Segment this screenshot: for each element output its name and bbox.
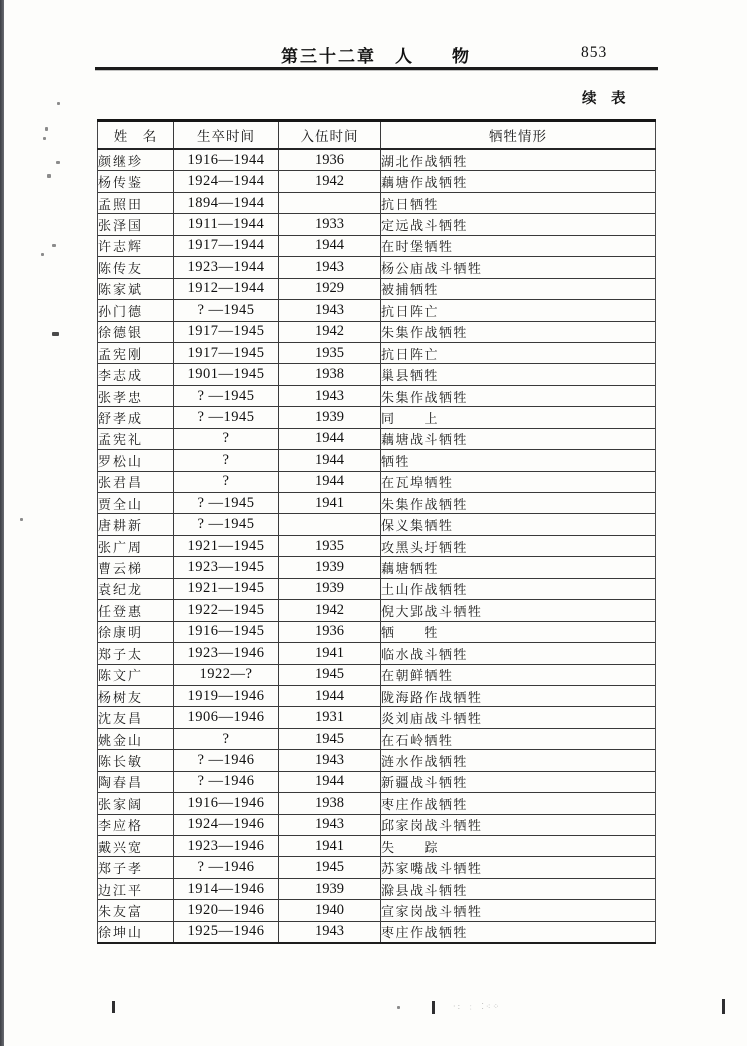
page-title: 第三十二章 人 物 xyxy=(281,47,471,67)
name-cell: 孟宪刚 xyxy=(98,342,174,363)
note-cell: 朱集作战牺牲 xyxy=(381,321,656,342)
enlist-cell: 1938 xyxy=(279,793,381,814)
note-cell: 藕塘牺牲 xyxy=(381,557,656,578)
name-cell: 徐坤山 xyxy=(98,921,174,943)
name-cell: 徐康明 xyxy=(98,621,174,642)
table-row xyxy=(98,750,656,771)
name-cell: 孙门德 xyxy=(98,300,174,321)
note-cell: 土山作战牺牲 xyxy=(381,578,656,599)
enlist-cell: 1938 xyxy=(279,364,381,385)
dates-cell: 1921—1945 xyxy=(174,535,279,556)
name-cell: 朱友富 xyxy=(98,900,174,921)
note-cell: 在时堡牺牲 xyxy=(381,235,656,256)
enlist-cell: 1939 xyxy=(279,407,381,428)
dates-cell: 1922—? xyxy=(174,664,279,685)
enlist-cell xyxy=(279,514,381,535)
table-row xyxy=(98,921,656,943)
dates-cell: 1920—1946 xyxy=(174,900,279,921)
table-row xyxy=(98,728,656,749)
enlist-cell: 1944 xyxy=(279,450,381,471)
table-row xyxy=(98,321,656,342)
dates-cell: ? xyxy=(174,471,279,492)
name-cell: 李应格 xyxy=(98,814,174,835)
name-cell: 杨传鉴 xyxy=(98,171,174,192)
table-row xyxy=(98,450,656,471)
enlist-cell: 1935 xyxy=(279,342,381,363)
note-cell: 滁县战斗牺牲 xyxy=(381,878,656,899)
note-cell: 倪大郢战斗牺牲 xyxy=(381,600,656,621)
dates-cell: ? —1946 xyxy=(174,750,279,771)
table-row xyxy=(98,342,656,363)
table-row xyxy=(98,685,656,706)
dates-cell: 1924—1946 xyxy=(174,814,279,835)
note-cell: 失 踪 xyxy=(381,836,656,857)
dates-cell: 1917—1944 xyxy=(174,235,279,256)
dates-cell: 1917—1945 xyxy=(174,321,279,342)
scan-artifact xyxy=(20,518,23,521)
name-cell: 贾全山 xyxy=(98,493,174,514)
scan-artifact xyxy=(47,174,51,178)
note-cell: 在朝鲜牺牲 xyxy=(381,664,656,685)
enlist-cell: 1942 xyxy=(279,321,381,342)
name-cell: 徐德银 xyxy=(98,321,174,342)
table-row xyxy=(98,257,656,278)
scan-artifact xyxy=(722,999,725,1014)
table-row xyxy=(98,471,656,492)
dates-cell: 1923—1944 xyxy=(174,257,279,278)
note-cell: 新疆战斗牺牲 xyxy=(381,771,656,792)
casualties-table xyxy=(97,119,656,944)
dates-cell: 1923—1946 xyxy=(174,836,279,857)
name-cell: 曹云梯 xyxy=(98,557,174,578)
dates-cell: ? —1945 xyxy=(174,514,279,535)
note-cell: 抗日牺牲 xyxy=(381,192,656,213)
note-cell: 枣庄作战牺牲 xyxy=(381,921,656,943)
dates-cell: 1916—1945 xyxy=(174,621,279,642)
dates-cell: ? —1945 xyxy=(174,385,279,406)
table-row xyxy=(98,535,656,556)
note-cell: 朱集作战牺牲 xyxy=(381,493,656,514)
enlist-cell: 1939 xyxy=(279,557,381,578)
table-row xyxy=(98,364,656,385)
name-cell: 舒孝成 xyxy=(98,407,174,428)
note-cell: 苏家嘴战斗牺牲 xyxy=(381,857,656,878)
table-row xyxy=(98,428,656,449)
note-cell: 藕塘作战牺牲 xyxy=(381,171,656,192)
name-cell: 陈长敏 xyxy=(98,750,174,771)
column-header-name: 姓 名 xyxy=(98,121,174,150)
dates-cell: 1923—1945 xyxy=(174,557,279,578)
enlist-cell: 1944 xyxy=(279,771,381,792)
enlist-cell: 1936 xyxy=(279,149,381,171)
enlist-cell: 1942 xyxy=(279,171,381,192)
casualties-table-wrap xyxy=(97,119,655,944)
name-cell: 颜继珍 xyxy=(98,149,174,171)
enlist-cell: 1943 xyxy=(279,750,381,771)
note-cell: 被捕牺牲 xyxy=(381,278,656,299)
dates-cell: ? —1945 xyxy=(174,407,279,428)
dates-cell: ? xyxy=(174,450,279,471)
dates-cell: 1906—1946 xyxy=(174,707,279,728)
dates-cell: ? xyxy=(174,728,279,749)
table-row xyxy=(98,621,656,642)
table-header-row xyxy=(98,121,656,150)
table-row xyxy=(98,836,656,857)
enlist-cell: 1940 xyxy=(279,900,381,921)
note-cell: 攻黑头圩牺牲 xyxy=(381,535,656,556)
dates-cell: 1914—1946 xyxy=(174,878,279,899)
name-cell: 郑子太 xyxy=(98,643,174,664)
note-cell: 杨公庙战斗牺牲 xyxy=(381,257,656,278)
scan-artifact xyxy=(52,244,56,247)
table-row xyxy=(98,771,656,792)
name-cell: 陶春昌 xyxy=(98,771,174,792)
enlist-cell: 1941 xyxy=(279,836,381,857)
enlist-cell xyxy=(279,192,381,213)
table-row xyxy=(98,793,656,814)
note-cell: 在瓦埠牺牲 xyxy=(381,471,656,492)
enlist-cell: 1931 xyxy=(279,707,381,728)
note-cell: 临水战斗牺牲 xyxy=(381,643,656,664)
table-row xyxy=(98,192,656,213)
name-cell: 陈传友 xyxy=(98,257,174,278)
scan-artifact xyxy=(52,332,59,336)
note-cell: 藕塘战斗牺牲 xyxy=(381,428,656,449)
enlist-cell: 1939 xyxy=(279,578,381,599)
name-cell: 罗松山 xyxy=(98,450,174,471)
table-row xyxy=(98,493,656,514)
note-cell: 邱家岗战斗牺牲 xyxy=(381,814,656,835)
table-row xyxy=(98,707,656,728)
table-row xyxy=(98,557,656,578)
scan-artifact xyxy=(57,102,60,105)
dates-cell: 1923—1946 xyxy=(174,643,279,664)
enlist-cell: 1943 xyxy=(279,814,381,835)
note-cell: 保义集牺牲 xyxy=(381,514,656,535)
scan-artifact: ·: ﹕ ⁚⁖⁘ xyxy=(453,1002,502,1011)
enlist-cell: 1944 xyxy=(279,685,381,706)
enlist-cell: 1942 xyxy=(279,600,381,621)
table-row xyxy=(98,385,656,406)
name-cell: 杨树友 xyxy=(98,685,174,706)
note-cell: 抗日阵亡 xyxy=(381,300,656,321)
dates-cell: 1894—1944 xyxy=(174,192,279,213)
name-cell: 姚金山 xyxy=(98,728,174,749)
table-row xyxy=(98,600,656,621)
dates-cell: 1924—1944 xyxy=(174,171,279,192)
name-cell: 张君昌 xyxy=(98,471,174,492)
scan-artifact xyxy=(43,137,46,140)
note-cell: 定远战斗牺牲 xyxy=(381,214,656,235)
enlist-cell: 1945 xyxy=(279,664,381,685)
dates-cell: 1916—1946 xyxy=(174,793,279,814)
scan-artifact xyxy=(56,161,60,164)
dates-cell: 1921—1945 xyxy=(174,578,279,599)
enlist-cell: 1941 xyxy=(279,643,381,664)
enlist-cell: 1943 xyxy=(279,385,381,406)
enlist-cell: 1943 xyxy=(279,921,381,943)
dates-cell: 1919—1946 xyxy=(174,685,279,706)
dates-cell: ? —1945 xyxy=(174,493,279,514)
enlist-cell: 1935 xyxy=(279,535,381,556)
table-row xyxy=(98,214,656,235)
enlist-cell: 1939 xyxy=(279,878,381,899)
name-cell: 张广周 xyxy=(98,535,174,556)
scan-artifact xyxy=(45,127,48,131)
table-row xyxy=(98,900,656,921)
scan-artifact xyxy=(432,1001,435,1014)
table-row xyxy=(98,514,656,535)
dates-cell: ? —1946 xyxy=(174,771,279,792)
dates-cell: 1917—1945 xyxy=(174,342,279,363)
enlist-cell: 1945 xyxy=(279,857,381,878)
note-cell: 抗日阵亡 xyxy=(381,342,656,363)
enlist-cell: 1943 xyxy=(279,257,381,278)
dates-cell: ? —1945 xyxy=(174,300,279,321)
scan-artifact xyxy=(397,1006,400,1009)
table-row xyxy=(98,578,656,599)
name-cell: 张泽国 xyxy=(98,214,174,235)
column-header-dates: 生卒时间 xyxy=(174,121,279,150)
column-header-note: 牺牲情形 xyxy=(381,121,656,150)
table-row xyxy=(98,278,656,299)
note-cell: 炎刘庙战斗牺牲 xyxy=(381,707,656,728)
scan-artifact xyxy=(41,253,44,256)
enlist-cell: 1944 xyxy=(279,235,381,256)
scan-artifact xyxy=(112,1001,115,1013)
name-cell: 唐耕新 xyxy=(98,514,174,535)
dates-cell: ? xyxy=(174,428,279,449)
name-cell: 任登惠 xyxy=(98,600,174,621)
enlist-cell: 1945 xyxy=(279,728,381,749)
note-cell: 牺 牲 xyxy=(381,621,656,642)
note-cell: 在石岭牺牲 xyxy=(381,728,656,749)
enlist-cell: 1929 xyxy=(279,278,381,299)
page-number: 853 xyxy=(581,44,608,61)
table-row xyxy=(98,664,656,685)
table-body xyxy=(98,149,656,943)
enlist-cell: 1941 xyxy=(279,493,381,514)
name-cell: 孟照田 xyxy=(98,192,174,213)
note-cell: 巢县牺牲 xyxy=(381,364,656,385)
name-cell: 张孝忠 xyxy=(98,385,174,406)
dates-cell: ? —1946 xyxy=(174,857,279,878)
note-cell: 同 上 xyxy=(381,407,656,428)
name-cell: 袁纪龙 xyxy=(98,578,174,599)
dates-cell: 1916—1944 xyxy=(174,149,279,171)
header-rule xyxy=(95,67,658,70)
note-cell: 牺牲 xyxy=(381,450,656,471)
dates-cell: 1922—1945 xyxy=(174,600,279,621)
table-row xyxy=(98,300,656,321)
table-row xyxy=(98,643,656,664)
enlist-cell: 1944 xyxy=(279,428,381,449)
dates-cell: 1925—1946 xyxy=(174,921,279,943)
table-row xyxy=(98,857,656,878)
name-cell: 陈家斌 xyxy=(98,278,174,299)
dates-cell: 1911—1944 xyxy=(174,214,279,235)
note-cell: 宣家岗战斗牺牲 xyxy=(381,900,656,921)
table-row xyxy=(98,814,656,835)
note-cell: 湖北作战牺牲 xyxy=(381,149,656,171)
enlist-cell: 1944 xyxy=(279,471,381,492)
dates-cell: 1901—1945 xyxy=(174,364,279,385)
table-row xyxy=(98,171,656,192)
enlist-cell: 1933 xyxy=(279,214,381,235)
table-row xyxy=(98,235,656,256)
name-cell: 戴兴宽 xyxy=(98,836,174,857)
name-cell: 郑子孝 xyxy=(98,857,174,878)
table-row xyxy=(98,878,656,899)
dates-cell: 1912—1944 xyxy=(174,278,279,299)
name-cell: 张家阔 xyxy=(98,793,174,814)
table-row xyxy=(98,149,656,171)
name-cell: 李志成 xyxy=(98,364,174,385)
name-cell: 沈友昌 xyxy=(98,707,174,728)
name-cell: 边江平 xyxy=(98,878,174,899)
enlist-cell: 1936 xyxy=(279,621,381,642)
name-cell: 许志辉 xyxy=(98,235,174,256)
note-cell: 陇海路作战牺牲 xyxy=(381,685,656,706)
note-cell: 朱集作战牺牲 xyxy=(381,385,656,406)
table-row xyxy=(98,407,656,428)
note-cell: 涟水作战牺牲 xyxy=(381,750,656,771)
name-cell: 陈文广 xyxy=(98,664,174,685)
enlist-cell: 1943 xyxy=(279,300,381,321)
continued-table-label: 续 表 xyxy=(582,91,626,107)
note-cell: 枣庄作战牺牲 xyxy=(381,793,656,814)
name-cell: 孟宪礼 xyxy=(98,428,174,449)
scan-edge-bar xyxy=(0,0,4,1046)
column-header-enlist: 入伍时间 xyxy=(279,121,381,150)
